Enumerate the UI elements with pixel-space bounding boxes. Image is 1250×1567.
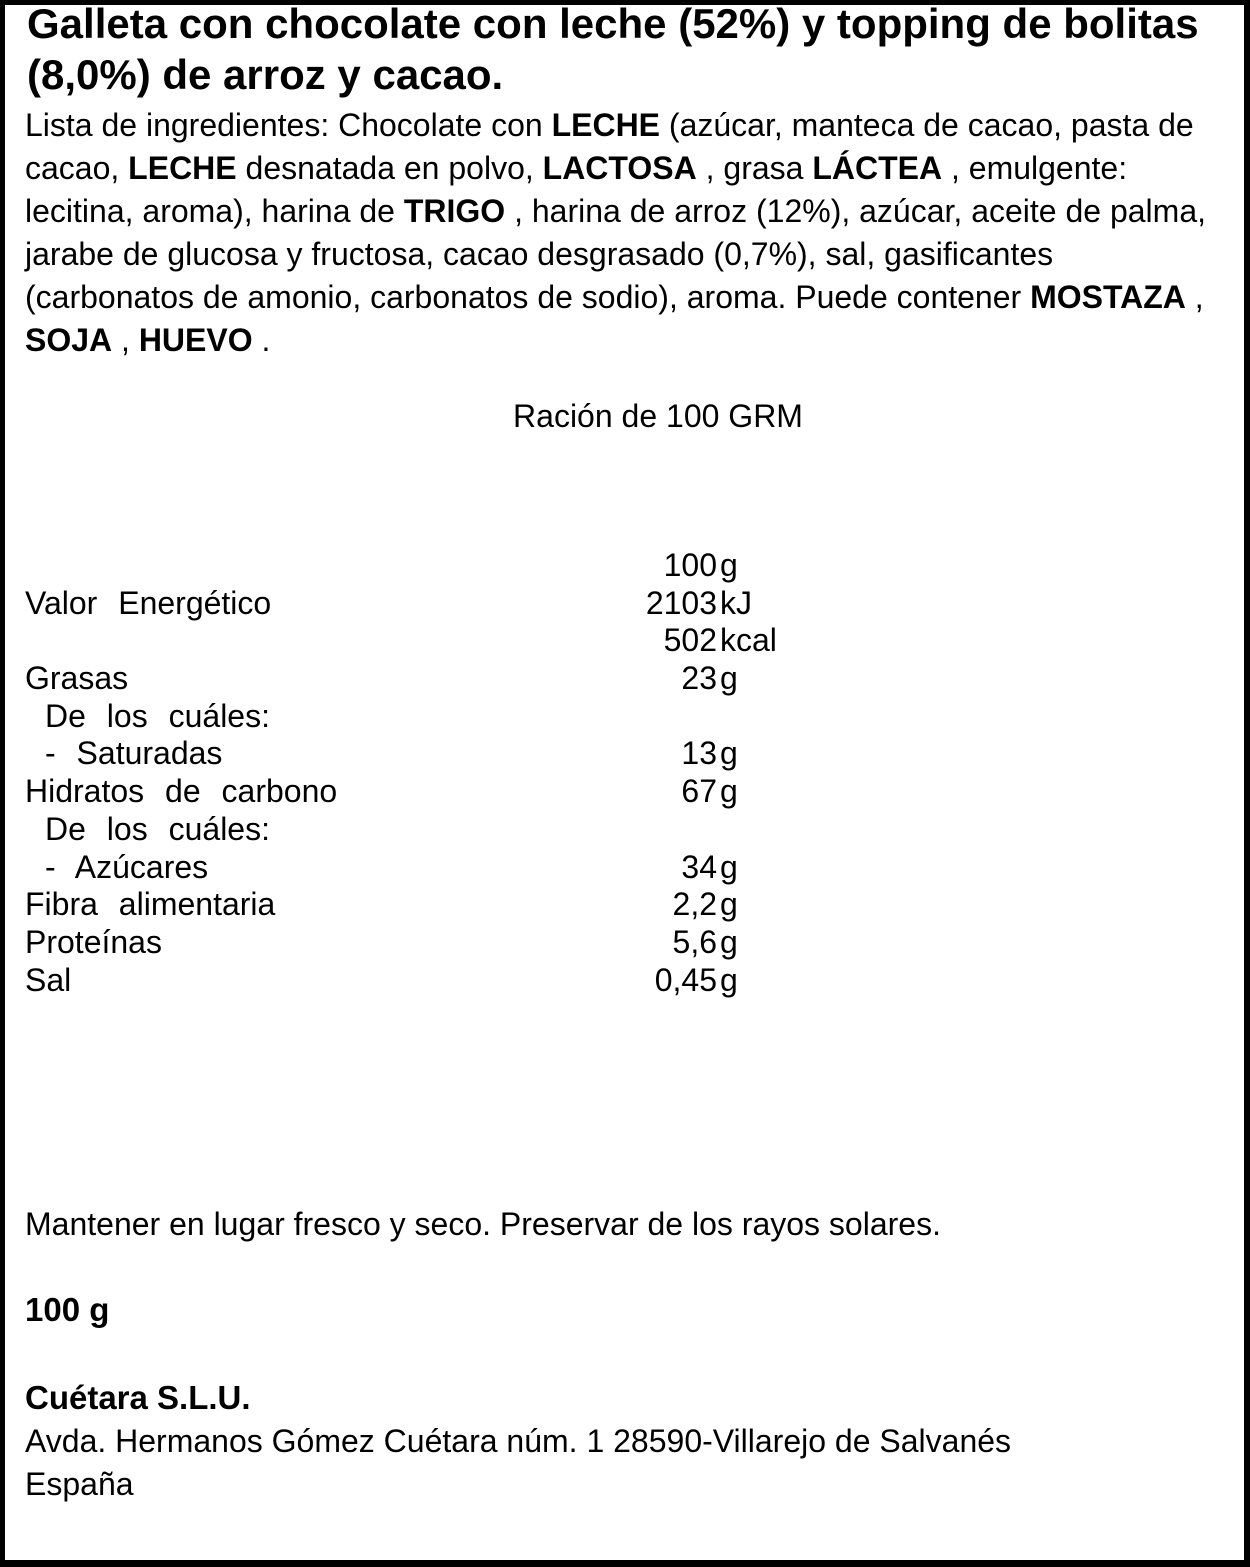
nutrition-table — [0, 547, 1250, 999]
nutrition-row — [0, 962, 1250, 1000]
manufacturer-country: España — [25, 1466, 134, 1502]
nutrition-row — [0, 924, 1250, 962]
nutrition-row — [0, 547, 1250, 585]
nutrient-value: 13 — [681, 735, 717, 772]
ingredient-allergen: HUEVO — [138, 322, 253, 358]
nutrient-value: 67 — [681, 773, 717, 810]
nutrient-label: De los cuáles: — [45, 697, 270, 734]
ingredients-text: Lista de ingredientes: Chocolate con — [25, 107, 552, 143]
nutrient-label: De los cuáles: — [45, 810, 270, 847]
nutrition-row — [0, 773, 1250, 811]
ingredients-text: . — [252, 322, 271, 358]
nutrient-unit: g — [720, 735, 738, 772]
ingredient-allergen: TRIGO — [403, 193, 506, 229]
nutrition-row — [0, 585, 1250, 623]
manufacturer-name: Cuétara S.L.U. — [25, 1379, 251, 1416]
nutrient-label: Fibra alimentaria — [25, 886, 276, 923]
nutrient-label: - Saturadas — [45, 735, 223, 772]
nutrition-row — [0, 849, 1250, 887]
nutrition-row — [0, 698, 1250, 736]
ingredient-allergen: LECHE — [128, 150, 237, 186]
nutrient-unit: g — [720, 660, 738, 697]
nutrient-value: 34 — [681, 848, 717, 885]
nutrient-unit: g — [720, 923, 738, 960]
nutrition-row — [0, 622, 1250, 660]
nutrition-row — [0, 735, 1250, 773]
ingredient-allergen: LÁCTEA — [812, 150, 943, 186]
product-title: Galleta con chocolate con leche (52%) y topping de bolitas (8,0%) de arroz y cacao. — [27, 0, 1199, 98]
nutrient-label: Proteínas — [25, 923, 162, 960]
ingredients-text: , — [1185, 279, 1204, 315]
nutrient-label: Sal — [25, 961, 72, 998]
nutrient-unit: g — [720, 547, 738, 583]
nutrient-label: - Azúcares — [45, 848, 209, 885]
ingredients-text: , — [112, 322, 139, 358]
nutrient-label: Valor Energético — [25, 584, 272, 621]
ingredient-allergen: MOSTAZA — [1030, 279, 1186, 315]
nutrient-value: 2,2 — [672, 886, 717, 923]
ingredient-allergen: LACTOSA — [542, 150, 697, 186]
nutrient-value: 23 — [681, 660, 717, 697]
nutrient-value: 100 — [663, 547, 717, 583]
nutrient-value: 0,45 — [654, 961, 717, 998]
ingredients-paragraph — [25, 104, 1213, 362]
manufacturer-address: Avda. Hermanos Gómez Cuétara núm. 1 28590-Villarejo de Salvanés — [25, 1422, 1012, 1459]
ingredient-allergen: LECHE — [551, 107, 661, 143]
nutrient-value: 502 — [663, 622, 717, 659]
nutrient-unit: g — [720, 773, 738, 810]
ingredients-text: desnatada en polvo, — [236, 150, 543, 186]
net-weight: 100 g — [25, 1291, 110, 1328]
nutrient-unit: g — [720, 886, 738, 923]
nutrient-label: Grasas — [25, 660, 129, 697]
nutrient-value: 5,6 — [672, 923, 717, 960]
nutrition-row — [0, 886, 1250, 924]
ingredients-text: , emulgente: lecitina, aroma), harina de — [25, 150, 1128, 229]
serving-heading: Ración de 100 GRM — [513, 398, 803, 434]
nutrient-unit: g — [720, 961, 738, 998]
nutrient-unit: kJ — [720, 584, 752, 621]
nutrient-unit: g — [720, 848, 738, 885]
nutrient-unit: kcal — [720, 622, 777, 659]
ingredients-text: (azúcar, manteca de cacao, pasta de cacao, — [25, 107, 1194, 186]
manufacturer-block — [25, 1376, 1213, 1507]
nutrition-row — [0, 811, 1250, 849]
ingredients-text: , grasa — [696, 150, 813, 186]
storage-note: Mantener en lugar fresco y seco. Preservar de los rayos solares. — [25, 1206, 941, 1242]
nutrition-row — [0, 660, 1250, 698]
ingredients-text: , harina de arroz (12%), azúcar, aceite de palma, jarabe de glucosa y fructosa, cacao desgrasado (0,7%), sal, gasificantes (carbonatos de amonio, carbonatos de sodio), aroma. Puede contener — [25, 193, 1206, 315]
nutrient-label: Hidratos de carbono — [25, 773, 338, 810]
ingredient-allergen: SOJA — [25, 322, 113, 358]
nutrient-value: 2103 — [645, 584, 717, 621]
